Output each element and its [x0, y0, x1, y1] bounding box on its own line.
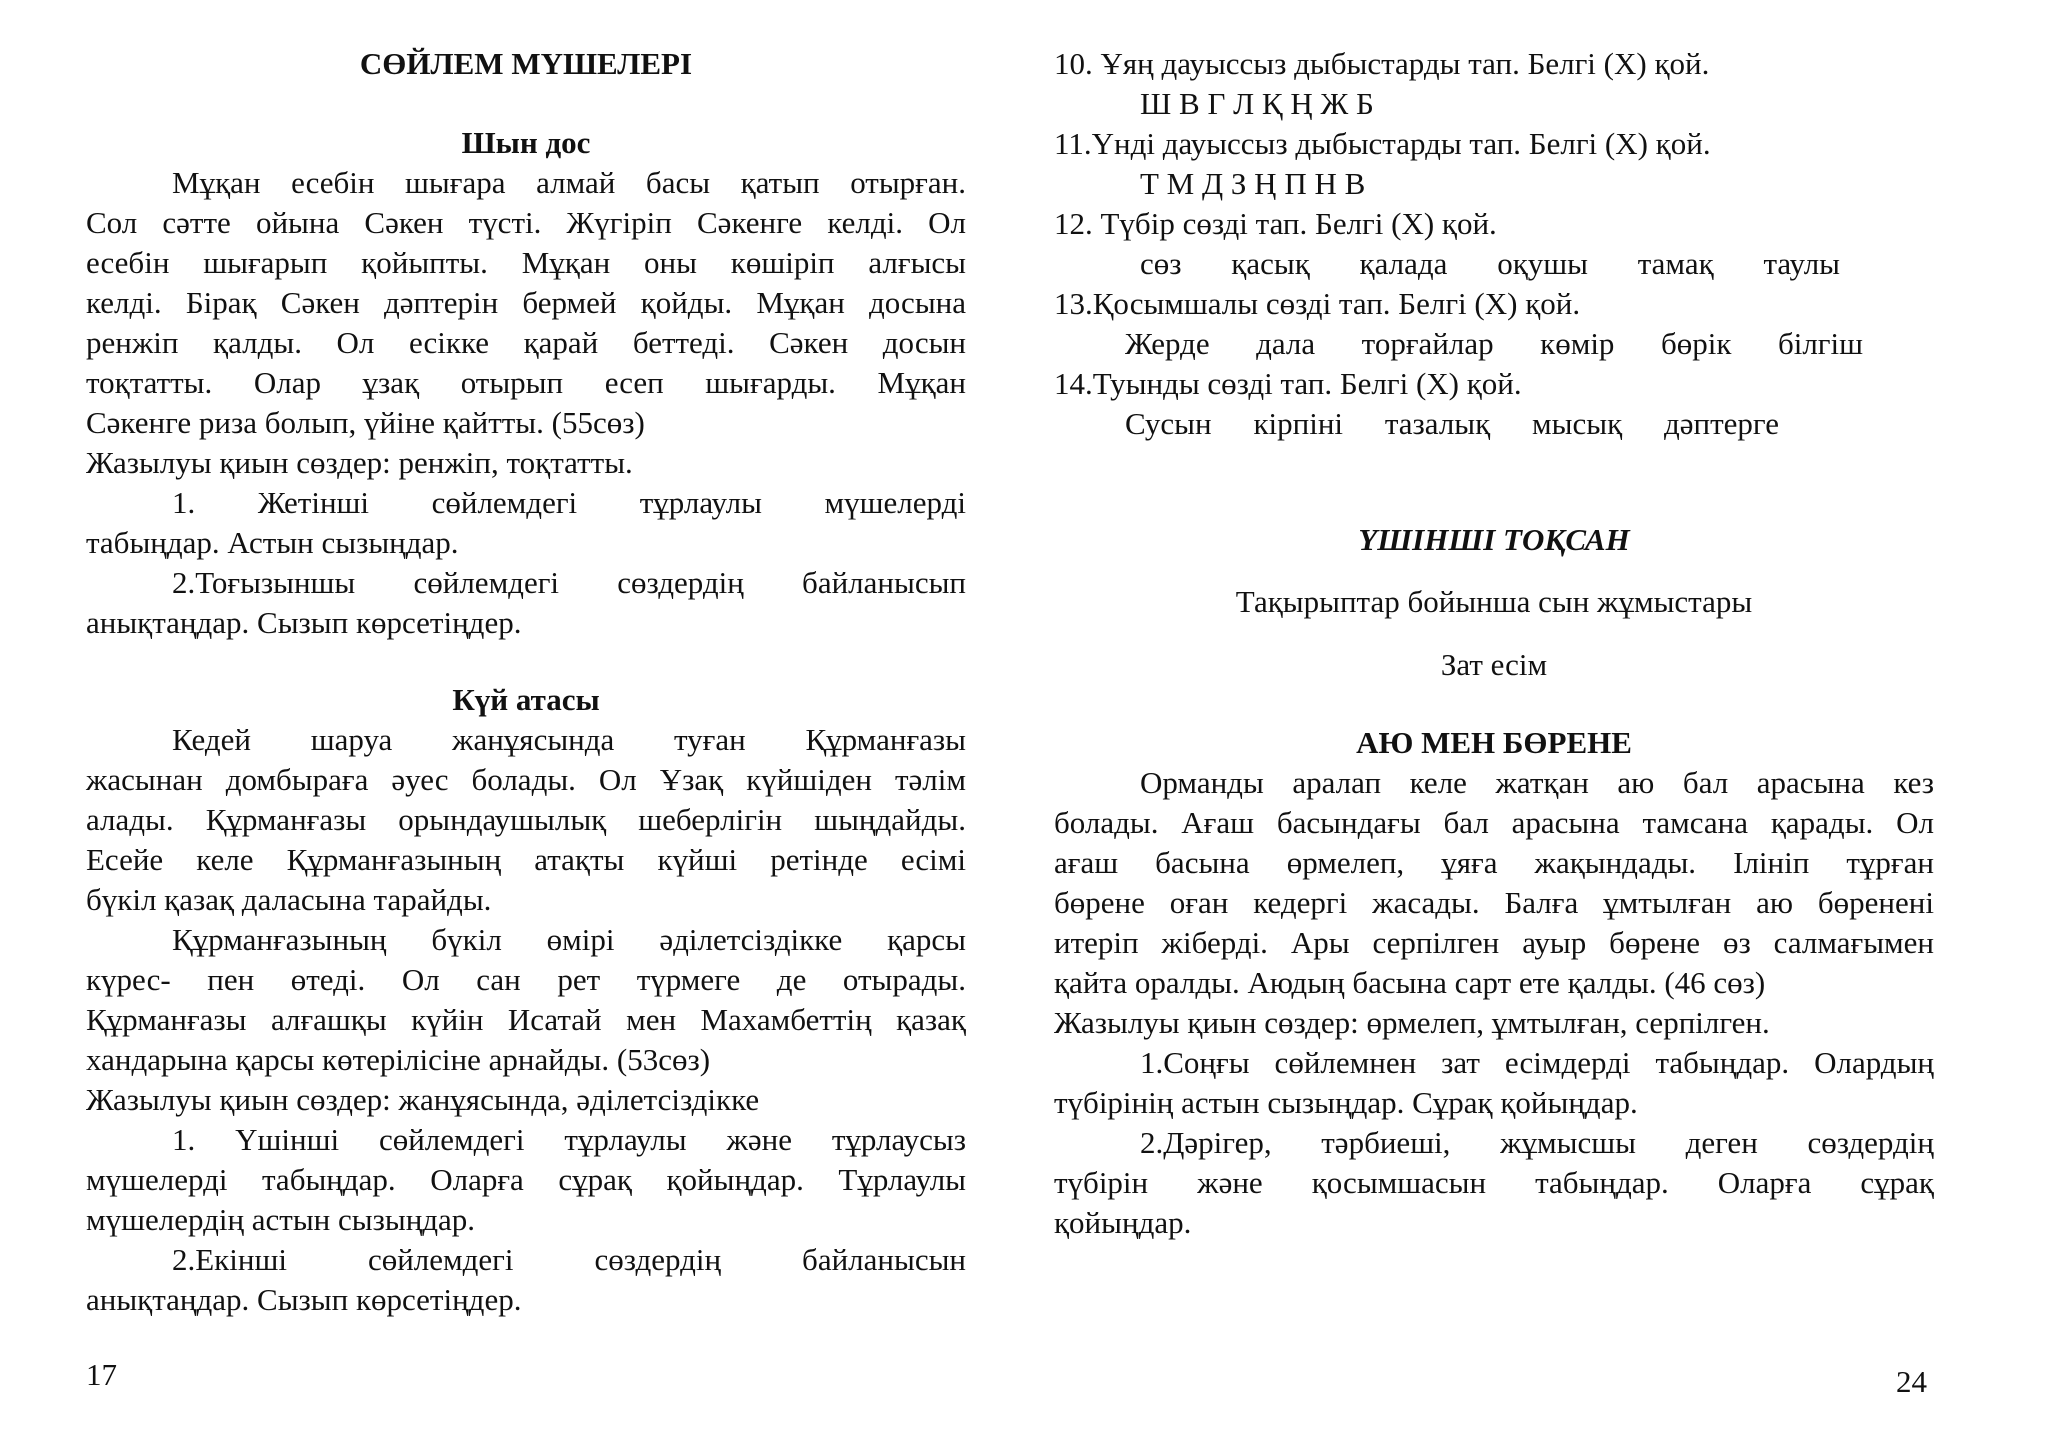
story-line: хандарына қарсы көтерілісіне арнайды. (53сөз) [86, 1042, 711, 1077]
task-line: 1.Соңғы сөйлемнен зат есімдерді табыңдар. Олардың [1140, 1045, 1934, 1080]
difficult-words: Жазылуы қиын сөздер: жанұясында, әділетсіздікке [86, 1082, 760, 1117]
main-title: СӨЙЛЕМ МҮШЕЛЕРІ [359, 46, 693, 81]
task-line: мүшелерді табыңдар. Оларға сұрақ қойыңдар. Тұрлаулы [86, 1162, 966, 1197]
story-line: ренжіп қалды. Ол есікке қарай беттеді. Сәкен досын [86, 325, 966, 360]
section-subtitle: Тақырыптар бойынша сын жұмыстары [1235, 584, 1753, 619]
page-number: 17 [86, 1357, 117, 1392]
story-line: Есейе келе Құрманғазының атақты күйші ретінде есімі [86, 842, 966, 877]
left-page [86, 0, 966, 1448]
exercise-prompt: 10. Ұяң дауыссыз дыбыстарды тап. Белгі (Х) қой. [1054, 46, 1710, 81]
story-line: қайта оралды. Аюдың басына сарт ете қалды. (46 сөз) [1054, 965, 1766, 1000]
right-page [1054, 0, 1934, 1448]
story-line: Кедей шаруа жанұясында туған Құрманғазы [172, 722, 966, 757]
story-line: итеріп жіберді. Ары серпілген ауыр бөрене өз салмағымен [1054, 925, 1934, 960]
story-title-true-friend: Шын дос [461, 125, 591, 160]
exercise-prompt: 12. Түбір сөзді тап. Белгі (Х) қой. [1054, 206, 1497, 241]
task-line: 2.Тоғызыншы сөйлемдегі сөздердің байланысып [172, 565, 966, 600]
task-line: 2.Дәрігер, тәрбиеші, жұмысшы деген сөздердің [1140, 1125, 1934, 1160]
story-line: жасынан домбыраға әуес болады. Ол Ұзақ күйшіден тәлім [86, 762, 966, 797]
task-line: табыңдар. Астын сызыңдар. [86, 525, 459, 560]
story-line: Мұқан есебін шығара алмай басы қатып отырған. [172, 165, 966, 200]
task-line: анықтаңдар. Сызып көрсетіңдер. [86, 605, 522, 640]
story-line: келді. Бірақ Сәкен дәптерін бермей қойды. Мұқан досына [86, 285, 966, 320]
exercise-items: Сусын кірпіні тазалық мысық дәптерге [1125, 406, 1779, 441]
story-line: болады. Ағаш басындағы бал арасына тамсана қарады. Ол [1054, 805, 1934, 840]
difficult-words: Жазылуы қиын сөздер: ренжіп, тоқтатты. [86, 445, 633, 480]
story-title-bear-and-log: АЮ МЕН БӨРЕНЕ [1356, 725, 1632, 760]
story-line: Орманды аралап келе жатқан аю бал арасына кез [1140, 765, 1934, 800]
topic-heading: Зат есім [1440, 647, 1548, 682]
story-line: Сол сәтте ойына Сәкен түсті. Жүгіріп Сәкенге келді. Ол [86, 205, 966, 240]
story-line: күрес- пен өтеді. Ол сан рет түрмеге де отырады. [86, 962, 966, 997]
task-line: түбірінің астын сызыңдар. Сұрақ қойыңдар. [1054, 1085, 1638, 1120]
task-line: қойыңдар. [1054, 1205, 1192, 1240]
task-line: 2.Екінші сөйлемдегі сөздердің байланысын [172, 1242, 966, 1277]
story-line: Құрманғазының бүкіл өмірі әділетсіздікке қарсы [172, 922, 966, 957]
exercise-items: Жерде дала торғайлар көмір бөрік білгіш [1125, 326, 1863, 361]
story-line: алады. Құрманғазы орындаушылық шеберлігін шыңдайды. [86, 802, 966, 837]
story-line: бөрене оған кедергі жасады. Балға ұмтылған аю бөренені [1054, 885, 1934, 920]
difficult-words: Жазылуы қиын сөздер: өрмелеп, ұмтылған, серпілген. [1054, 1005, 1770, 1040]
story-title-kui-father: Күй атасы [452, 682, 600, 717]
story-line: бүкіл қазақ даласына тарайды. [86, 882, 492, 917]
exercise-items: сөз қасық қалада оқушы тамақ таулы [1140, 246, 1840, 281]
story-line: Сәкенге риза болып, үйіне қайтты. (55сөз) [86, 405, 645, 440]
task-line: 1. Жетінші сөйлемдегі тұрлаулы мүшелерді [172, 485, 966, 520]
story-line: тоқтатты. Олар ұзақ отырып есеп шығарды. Мұқан [86, 365, 966, 400]
task-line: анықтаңдар. Сызып көрсетіңдер. [86, 1282, 522, 1317]
exercise-items: Т М Д З Ң П Н В [1140, 166, 1366, 201]
story-line: ағаш басына өрмелеп, ұяға жақындады. Ілініп тұрған [1054, 845, 1934, 880]
exercise-prompt: 11.Үнді дауыссыз дыбыстарды тап. Белгі (Х) қой. [1054, 126, 1711, 161]
story-line: есебін шығарып қойыпты. Мұқан оны көшіріп алғысы [86, 245, 966, 280]
exercise-items: Ш В Г Л Қ Ң Ж Б [1140, 86, 1374, 121]
page-number: 24 [1896, 1364, 1927, 1399]
story-line: Құрманғазы алғашқы күйін Исатай мен Махамбеттің қазақ [86, 1002, 966, 1037]
task-line: мүшелердің астын сызыңдар. [86, 1202, 476, 1237]
exercise-prompt: 13.Қосымшалы сөзді тап. Белгі (Х) қой. [1054, 286, 1581, 321]
exercise-prompt: 14.Туынды сөзді тап. Белгі (Х) қой. [1054, 366, 1522, 401]
task-line: 1. Үшінші сөйлемдегі тұрлаулы және тұрлаусыз [172, 1122, 966, 1157]
task-line: түбірін және қосымшасын табыңдар. Оларға сұрақ [1054, 1165, 1934, 1200]
quarter-title: ҮШІНШІ ТОҚСАН [1358, 522, 1630, 557]
